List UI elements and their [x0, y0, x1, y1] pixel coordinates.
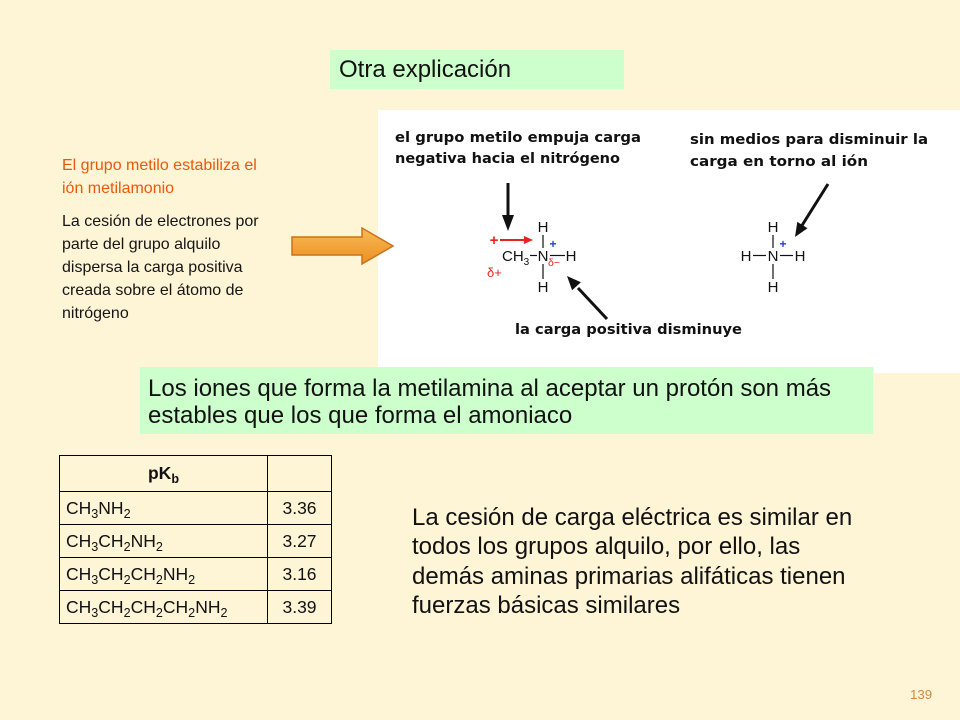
- subscript: 2: [155, 539, 163, 554]
- conclusion-line: La cesión de carga eléctrica es similar en: [412, 504, 853, 531]
- ammonium-structure: [741, 219, 806, 296]
- subscript: 2: [123, 506, 131, 521]
- pkb-value-cell: 3.36: [268, 492, 332, 525]
- pkb-header-label: pK: [147, 463, 172, 483]
- diagram-panel: [378, 110, 960, 373]
- note-heading: [62, 154, 267, 200]
- formula-text: CH: [502, 248, 524, 265]
- subscript: 2: [123, 539, 131, 554]
- push-arrow-head: [502, 215, 514, 231]
- note-heading-line: ión metilamonio: [62, 179, 175, 197]
- methyl-group: [502, 248, 530, 268]
- compound-cell: $CH_3CH_2CH_2CH_2NH_2$: [60, 591, 268, 624]
- conclusion-text: [412, 503, 852, 620]
- table-row: [60, 492, 332, 525]
- subscript: 2: [123, 572, 131, 587]
- subscript: 2: [188, 572, 196, 587]
- note-body-line: nitrógeno: [62, 304, 129, 322]
- table-header-row: [60, 456, 332, 492]
- note-body-line: La cesión de electrones por: [62, 212, 259, 230]
- conclusion-line: fuerzas básicas similares: [412, 591, 681, 619]
- subscript: 3: [523, 257, 530, 268]
- caption-no-means-line: sin medios para disminuir la: [690, 132, 928, 148]
- table-row: [60, 525, 332, 558]
- statement-line: Los iones que forma la metilamina al aceptar un protón son más: [148, 375, 832, 402]
- nitrogen-atom: N: [537, 248, 549, 265]
- table-row: [60, 558, 332, 591]
- right-arrow-shape: [292, 228, 393, 264]
- note-body-line: parte del grupo alquilo: [62, 235, 221, 253]
- electron-push-arrow-head: [524, 236, 533, 244]
- title-label: Otra explicación: [339, 56, 512, 83]
- positive-charge: +: [549, 237, 557, 251]
- title-box: [330, 50, 624, 89]
- conclusion-line: demás aminas primarias alifáticas tienen: [412, 562, 846, 590]
- pkb-header-cell: [60, 456, 268, 492]
- left-note: [62, 154, 267, 325]
- subscript: 2: [220, 605, 228, 620]
- statement-line: estables que los que forma el amoniaco: [148, 402, 573, 429]
- hydrogen-atom-top: H: [537, 219, 549, 236]
- delta-plus-label: δ+: [487, 265, 502, 280]
- subscript: 2: [188, 605, 196, 620]
- subscript: 3: [91, 572, 99, 587]
- charge-diagram: [378, 110, 960, 373]
- no-means-arrow-shaft: [801, 184, 828, 227]
- subscript: 2: [123, 605, 131, 620]
- subscript: 3: [91, 605, 99, 620]
- hydrogen-atom-left: H: [740, 248, 752, 265]
- table-row: [60, 591, 332, 624]
- pkb-value-cell: 3.39: [268, 591, 332, 624]
- nitrogen-atom: N: [767, 248, 779, 265]
- pkb-value-cell: 3.16: [268, 558, 332, 591]
- positive-charge: +: [779, 237, 787, 251]
- hydrogen-atom-bottom: H: [767, 279, 779, 296]
- value-header-cell: [268, 456, 332, 492]
- subscript: 3: [91, 506, 99, 521]
- caption-push-line: negativa hacia el nitrógeno: [395, 151, 621, 167]
- hydrogen-atom-right: H: [565, 248, 577, 265]
- hydrogen-atom-bottom: H: [537, 279, 549, 296]
- caption-push-line: el grupo metilo empuja carga: [395, 130, 641, 146]
- decrease-arrow-shaft: [578, 288, 607, 319]
- page-number: 139: [910, 687, 933, 702]
- statement-box: [140, 367, 873, 434]
- push-sign: +: [489, 232, 499, 249]
- subscript: 2: [155, 605, 163, 620]
- compound-cell: $CH_3CH_2NH_2$: [60, 525, 268, 558]
- note-body-line: creada sobre el átomo de: [62, 281, 244, 299]
- hydrogen-atom-top: H: [767, 219, 779, 236]
- compound-cell: $CH_3NH_2$: [60, 492, 268, 525]
- delta-minus-label: δ−: [548, 257, 560, 269]
- caption-no-means-line: carga en torno al ión: [690, 154, 868, 170]
- subscript: 2: [155, 572, 163, 587]
- caption-decrease: la carga positiva disminuye: [515, 322, 743, 338]
- note-body-line: dispersa la carga positiva: [62, 258, 243, 276]
- subscript: 3: [91, 539, 99, 554]
- conclusion-line: todos los grupos alquilo, por ello, las: [412, 533, 801, 561]
- hydrogen-atom-right: H: [794, 248, 806, 265]
- pkb-header-subscript: b: [171, 471, 180, 486]
- methylammonium-structure: [487, 219, 576, 296]
- right-arrow-icon: [288, 224, 398, 268]
- compound-cell: $CH_3CH_2CH_2NH_2$: [60, 558, 268, 591]
- pkb-table: [59, 455, 332, 624]
- pkb-value-cell: 3.27: [268, 525, 332, 558]
- note-heading-line: El grupo metilo estabiliza el: [62, 156, 257, 174]
- note-body: [62, 210, 267, 325]
